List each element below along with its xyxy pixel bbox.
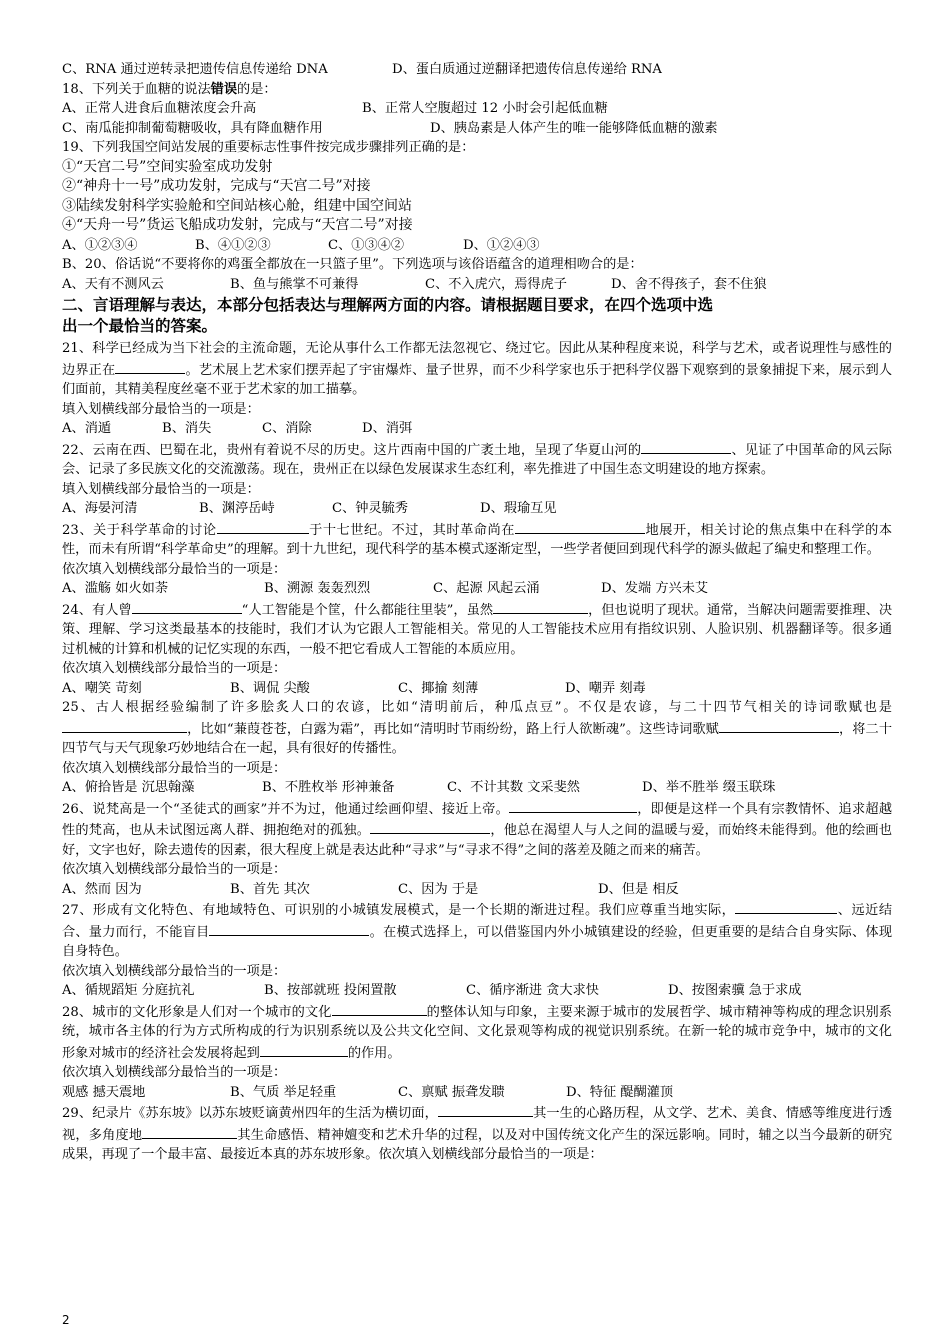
q29-text-1: 29、纪录片《苏东坡》以苏东坡贬谪黄州四年的生活为横切面， [62,1106,438,1121]
q23-option-c: C、起源 风起云涌 [433,581,540,596]
q19-stem: 19、下列我国空间站发展的重要标志性事件按完成步骤排列正确的是： [62,140,475,155]
q24-option-b: B、调侃 尖酸 [230,680,310,696]
q21-text-2: 。艺术展上艺术家们摆弄起了宇宙爆炸、量子世界，而不少科学家也乐于把科学仪器下观察到的景象捕捉下来，展示到人们面前，其精美程度丝毫不亚于艺术家的加工描摹。 [62,362,893,397]
q19-option-b: B、④①②③ [195,237,271,253]
q19-option-d: D、①②④③ [463,237,540,253]
q19-options [62,236,892,256]
q26-option-c: C、因为 于是 [398,881,479,897]
document-page [62,60,892,1165]
q19-option-a: A、①②③④ [62,237,138,253]
q26-option-a: A、然而 因为 [62,881,142,897]
q24-option-d: D、嘲弄 刻毒 [565,680,646,696]
q24-text-2: “人工智能是个筐，什么都能往里装”，虽然 [241,602,494,618]
q20-option-b: B、鱼与熊掌不可兼得 [230,276,359,292]
q27-option-b: B、按部就班 投闲置散 [264,983,397,998]
q26-blank-2 [370,819,490,834]
q21-blank [115,359,185,374]
q20-option-c: C、不入虎穴，焉得虎子 [425,276,567,292]
q17-option-c: C、RNA 通过逆转录把遗传信息传递给 DNA [62,62,328,77]
q29-text-2: 其一生的心路历程，从文学、艺术、美食、情感等维度进行透视，多角度地 [62,1106,893,1143]
q27-option-a: A、循规蹈矩 分庭抗礼 [62,983,195,998]
q26-option-d: D、但是 相反 [598,881,679,897]
q25-option-b: B、不胜枚举 形神兼备 [262,780,395,795]
q29-blank-1 [438,1102,533,1117]
q26-option-b: B、首先 其次 [230,881,310,897]
q25-blank-1 [62,718,187,733]
q21-prompt: 填入划横线部分最恰当的一项是： [62,401,260,417]
q25-prompt: 依次填入划横线部分最恰当的一项是： [62,760,287,776]
q19-event-2: ②“神舟十一号”成功发射，完成与“天宫二号”对接 [62,178,371,194]
q21-option-d: D、消弭 [362,421,413,436]
q29-blank-2 [142,1124,237,1139]
q18-options-ab [62,99,892,119]
q21-text-1: 21、科学已经成为当下社会的主流命题，无论从事什么工作都无法忽视它、绕过它。因此从某种程度来说，科学与艺术，或者说理性与感性的边界正在 [62,341,892,378]
q18-stem-post: 的是： [237,81,277,97]
q24-prompt: 依次填入划横线部分最恰当的一项是： [62,661,287,676]
q25-option-c: C、不计其数 文采斐然 [447,780,580,795]
q27-blank-1 [735,899,837,914]
q24-options [62,679,892,699]
q23-text-1: 23、关于科学革命的讨论 [62,522,217,538]
q22-prompt: 填入划横线部分最恰当的一项是： [62,481,260,497]
q18-stem-bold: 错误 [210,81,238,97]
q24-text-1: 24、有人曾 [62,602,132,618]
q24-blank-2 [493,599,588,614]
q25-text-1: 25、古人根据经验编制了许多脍炙人口的农谚，比如“清明前后，种瓜点豆”。不仅是农谚，与二十四节气相关的诗词歌赋也是 [62,700,892,715]
q25-text-3: ，将二十四节气与天气现象巧妙地结合在一起，具有很好的传播性。 [62,721,893,756]
page-number: 2 [62,1313,70,1327]
q23-text-3: 地展开，相关讨论的焦点集中在科学的本性，而未有所谓“科学革命史”的理解。到十九世纪，现代科学的基本模式逐渐定型，一些学者便回到现代科学的源头做起了编史和整理工作。 [62,522,893,557]
q26-text-1: 26、说梵高是一个“圣徒式的画家”并不为过，他通过绘画仰望、接近上帝。 [62,801,510,817]
q28-option-d: D、特征 醍醐灌顶 [566,1084,674,1100]
q27-passage [62,899,892,962]
q29-passage [62,1102,892,1165]
q27-options [62,981,892,1001]
q23-blank-1 [217,519,309,534]
q21-option-a: A、消遁 [62,421,112,436]
q22-text-1: 22、云南在西、巴蜀在北，贵州有着说不尽的历史。这片西南中国的广袤土地，呈现了华夏山河的 [62,442,642,458]
q20-stem: B、20、俗话说“不要将你的鸡蛋全都放在一只篮子里”。下列选项与该俗语蕴含的道理相吻合的是： [62,257,643,272]
q27-text-1: 27、形成有文化特色、有地域特色、可识别的小城镇发展模式，是一个长期的渐进过程。我们应尊重当地实际， [62,903,736,918]
section-2-heading-line-1: 二、言语理解与表达，本部分包括表达与理解两方面的内容。请根据题目要求，在四个选项中选 [62,296,714,314]
q24-passage [62,599,892,660]
q27-text-2: 、远近结合、量力而行，不能盲目 [62,903,893,940]
q23-blank-2 [515,519,645,534]
q18-stem-pre: 18、下列关于血糖的说法 [62,81,211,97]
q25-passage [62,698,892,759]
q28-text-1: 28、城市的文化形象是人们对一个城市的文化 [62,1004,332,1020]
q28-blank-1 [332,1001,427,1016]
q23-option-a: A、滥觞 如火如荼 [62,581,169,596]
q28-option-c: C、禀赋 振聋发聩 [398,1084,505,1100]
q19-event-3: ③陆续发射科学实验舱和空间站核心舱，组建中国空间站 [62,197,412,214]
q28-option-b: B、气质 举足轻重 [230,1084,337,1100]
q27-blank-2 [209,921,369,936]
q22-option-b: B、渊渟岳峙 [199,501,275,516]
q28-text-3: 的作用。 [347,1045,401,1061]
q23-options [62,579,892,599]
q27-option-c: C、循序渐进 贪大求快 [466,983,599,998]
q24-option-c: C、揶揄 刻薄 [398,680,479,696]
q18-option-d: D、胰岛素是人体产生的唯一能够降低血糖的激素 [430,120,718,136]
q22-text-2: 、见证了中国革命的风云际会、记录了多民族文化的交流激荡。现在，贵州正在以绿色发展谋求生态红利，率先推进了中国生态文明建设的地方探索。 [62,442,892,477]
q18-options-cd [62,119,892,139]
q20-option-a: A、天有不测风云 [62,276,164,292]
q18-option-c: C、南瓜能抑制葡萄糖吸收，具有降血糖作用 [62,120,323,136]
section-2-heading [62,295,892,337]
q22-option-c: C、钟灵毓秀 [332,501,409,516]
q26-text-2: ，即便是这样一个具有宗教情怀、追求超越性的梵高，也从未试图远离人群、拥抱绝对的孤独。 [62,801,893,838]
q28-passage [62,1001,892,1064]
q26-options [62,880,892,900]
q28-text-2: 的整体认知与印象，主要来源于城市的发展哲学、城市精神等构成的理念识别系统，城市各主体的行为方式所构成的行为识别系统以及公共文化空间、文化景观等构成的视觉识别系统。在新一轮的城市竞争中，城市的文化形象对城市的经济社会发展将起到 [62,1004,892,1061]
q28-option-a: 观感 撼天震地 [62,1084,146,1100]
q29-text-3: 其生命感悟、精神嬗变和艺术升华的过程，以及对中国传统文化产生的深远影响。同时，辅之以当今最新的研究成果，再现了一个最丰富、最接近本真的苏东坡形象。依次填入划横线部分最恰当的一项是： [62,1127,893,1162]
q25-options [62,778,892,798]
q24-option-a: A、嘲笑 苛刻 [62,680,142,696]
q19-option-c: C、①③④② [328,237,405,253]
q24-blank-1 [132,599,242,614]
q22-passage [62,439,892,480]
q17-options-cd [62,60,892,80]
q23-passage [62,519,892,560]
q20-option-d: D、舍不得孩子，套不住狼 [611,276,767,292]
q28-blank-2 [260,1042,348,1057]
q21-options [62,419,892,439]
q19-event-1: ①“天宫二号”空间实验室成功发射 [62,158,273,175]
q17-option-d: D、蛋白质通过逆翻译把遗传信息传递给 RNA [392,62,662,77]
section-2-heading-line-2: 出一个最恰当的答案。 [62,317,218,335]
q27-prompt: 依次填入划横线部分最恰当的一项是： [62,963,287,979]
q21-passage [62,339,892,400]
q22-options [62,499,892,519]
q22-option-d: D、瑕瑜互见 [480,501,557,516]
q23-prompt: 依次填入划横线部分最恰当的一项是： [62,561,287,577]
q25-option-a: A、俯拾皆是 沉思翰藻 [62,780,195,795]
q26-blank-1 [509,798,637,813]
q26-passage [62,798,892,861]
q18-option-b: B、正常人空腹超过 12 小时会引起低血糖 [362,101,608,116]
q18-option-a: A、正常人进食后血糖浓度会升高 [62,101,257,116]
q26-text-3: ，他总在渴望人与人之间的温暖与爱，而始终未能得到。他的绘画也好，文字也好，除去遗传的因素，很大程度上就是表达此种“寻求”与“寻求不得”之间的落差及随之而来的痛苦。 [62,823,893,858]
q21-option-c: C、消除 [262,421,312,436]
q18-stem [62,80,892,100]
q28-options [62,1083,892,1103]
q22-option-a: A、海晏河清 [62,501,138,516]
q27-option-d: D、按图索骥 急于求成 [668,983,802,998]
q25-option-d: D、举不胜举 缀玉联珠 [642,780,776,795]
q20-options [62,275,892,295]
q23-text-2: 于十七世纪。不过，其时革命尚在 [308,522,515,538]
q23-option-d: D、发端 方兴未艾 [601,581,709,596]
q24-text-3: ，但也说明了现状。通常，当解决问题需要推理、决策、理解、学习这类最基本的技能时，我们才认为它跟人工智能相关。常见的人工智能技术应用有指纹识别、人脸识别、机器翻译等。很多通过机械的计算和机械的记忆实现的东西，一般不把它看成人工智能的本质应用。 [62,602,893,657]
q22-blank [641,439,731,454]
q25-blank-2 [719,718,839,733]
q28-prompt: 依次填入划横线部分最恰当的一项是： [62,1065,287,1080]
q21-option-b: B、消失 [162,421,212,436]
q27-text-3: 。在模式选择上，可以借鉴国内外小城镇建设的经验，但更重要的是结合自身实际、体现自身特色。 [62,924,893,959]
q26-prompt: 依次填入划横线部分最恰当的一项是： [62,862,287,877]
q19-event-4: ④“天舟一号”货运飞船成功发射，完成与“天宫二号”对接 [62,217,413,233]
q25-text-2: ，比如“蒹葭苍苍，白露为霜”，再比如“清明时节雨纷纷，路上行人欲断魂”。这些诗词歌赋 [187,721,719,737]
q23-option-b: B、溯源 轰轰烈烈 [264,581,371,596]
